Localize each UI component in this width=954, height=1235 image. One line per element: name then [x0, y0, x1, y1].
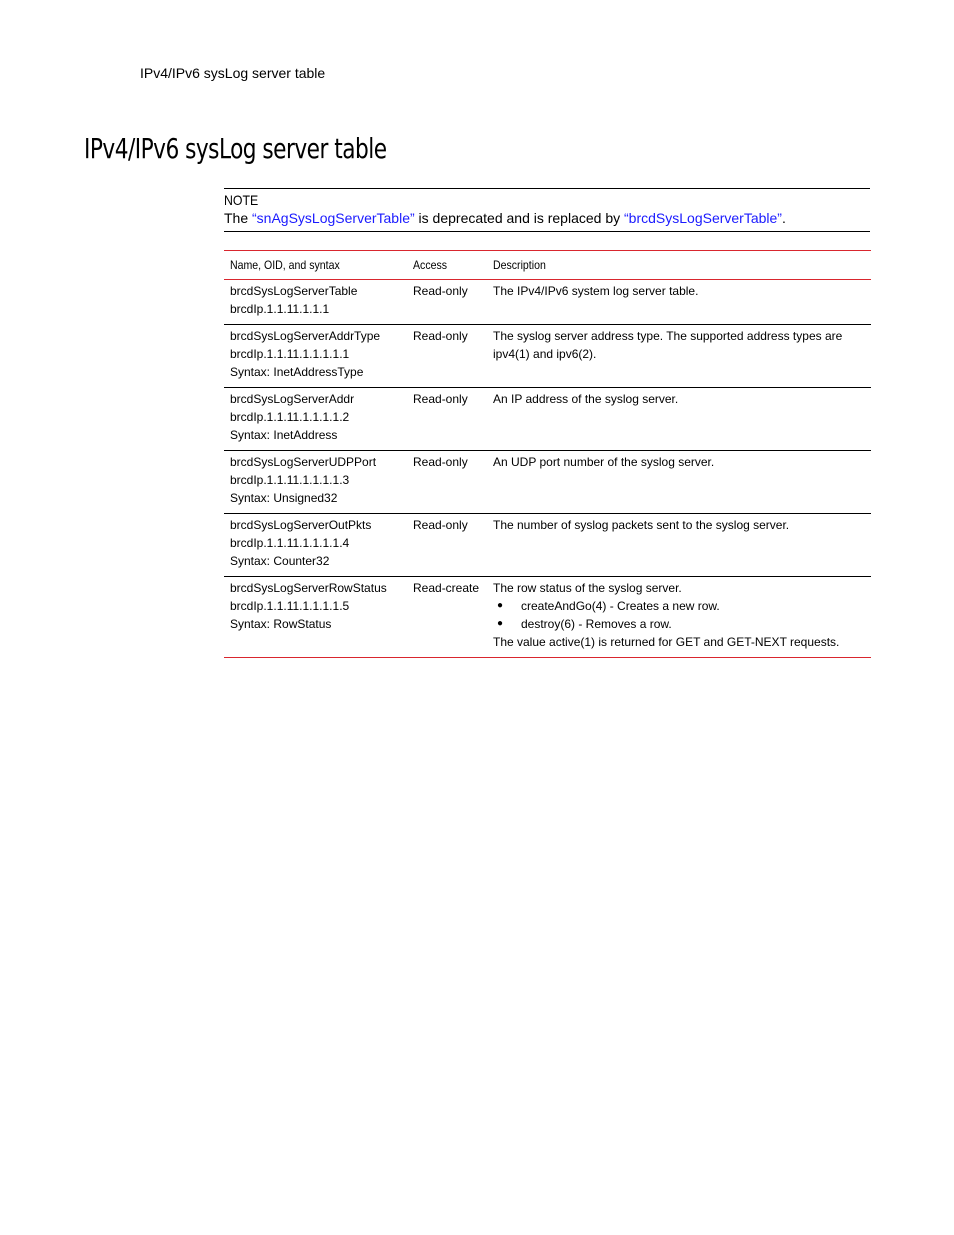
object-name: brcdSysLogServerAddrType [230, 329, 381, 343]
object-syntax: Syntax: InetAddressType [230, 365, 364, 379]
cell-access: Read-only [407, 514, 487, 577]
object-name: brcdSysLogServerOutPkts [230, 518, 372, 532]
object-name: brcdSysLogServerUDPPort [230, 455, 377, 469]
object-name: brcdSysLogServerRowStatus [230, 581, 387, 595]
bullet-item [493, 615, 865, 633]
object-name: brcdSysLogServerAddr [230, 392, 355, 406]
description-text: An IP address of the syslog server. [493, 392, 679, 406]
cell-name [224, 451, 407, 514]
object-syntax: Syntax: Counter32 [230, 554, 330, 568]
cell-name [224, 388, 407, 451]
cell-name [224, 577, 407, 658]
header-access: Access [407, 251, 487, 280]
cell-description [487, 325, 871, 388]
object-oid: brcdIp.1.1.11.1.1.1.1.3 [230, 473, 350, 487]
description-text: The number of syslog packets sent to the syslog server. [493, 518, 790, 532]
note-prefix: The [224, 210, 253, 226]
note-suffix: . [781, 210, 786, 226]
description-text: The row status of the syslog server. [493, 581, 682, 595]
description-footer: The value active(1) is returned for GET and GET-NEXT requests. [493, 635, 840, 649]
cell-name [224, 280, 407, 325]
note-middle: is deprecated and is replaced by [414, 210, 625, 226]
object-oid: brcdIp.1.1.11.1.1.1 [230, 302, 330, 316]
table-row [224, 514, 871, 577]
cell-access: Read-only [407, 280, 487, 325]
table-row [224, 388, 871, 451]
cell-description [487, 388, 871, 451]
cell-access: Read-only [407, 451, 487, 514]
object-syntax: Syntax: Unsigned32 [230, 491, 338, 505]
table-row [224, 280, 871, 325]
cell-name [224, 514, 407, 577]
running-header: IPv4/IPv6 sysLog server table [140, 65, 326, 81]
cell-description [487, 577, 871, 658]
description-text: The IPv4/IPv6 system log server table. [493, 284, 699, 298]
object-oid: brcdIp.1.1.11.1.1.1.1.5 [230, 599, 350, 613]
table-row [224, 577, 871, 658]
object-name: brcdSysLogServerTable [230, 284, 358, 298]
oid-table [224, 250, 871, 658]
replacement-table-link[interactable]: “brcdSysLogServerTable” [624, 210, 782, 226]
cell-access: Read-create [407, 577, 487, 658]
bullet-icon: ● [497, 618, 504, 629]
bullet-item [493, 597, 865, 615]
note-label: NOTE [224, 192, 259, 208]
deprecated-table-link[interactable]: “snAgSysLogServerTable” [252, 210, 415, 226]
table-header-row [224, 251, 871, 280]
description-text: The syslog server address type. The supported address types are ipv4(1) and ipv6(2). [493, 329, 843, 361]
cell-access: Read-only [407, 325, 487, 388]
description-text: An UDP port number of the syslog server. [493, 455, 715, 469]
bullet-icon: ● [497, 600, 504, 611]
cell-description [487, 451, 871, 514]
object-oid: brcdIp.1.1.11.1.1.1.1.2 [230, 410, 350, 424]
bullet-text: createAndGo(4) - Creates a new row. [521, 599, 720, 613]
header-name: Name, OID, and syntax [224, 251, 407, 280]
table-row [224, 325, 871, 388]
table-row [224, 451, 871, 514]
cell-name [224, 325, 407, 388]
object-syntax: Syntax: RowStatus [230, 617, 332, 631]
object-syntax: Syntax: InetAddress [230, 428, 338, 442]
cell-access: Read-only [407, 388, 487, 451]
cell-description [487, 514, 871, 577]
cell-description [487, 280, 871, 325]
bullet-text: destroy(6) - Removes a row. [521, 617, 672, 631]
header-description: Description [487, 251, 871, 280]
object-oid: brcdIp.1.1.11.1.1.1.1.1 [230, 347, 350, 361]
note-text [224, 210, 786, 226]
object-oid: brcdIp.1.1.11.1.1.1.1.4 [230, 536, 350, 550]
note-box [224, 188, 870, 232]
page-title: IPv4/IPv6 sysLog server table [84, 132, 387, 165]
